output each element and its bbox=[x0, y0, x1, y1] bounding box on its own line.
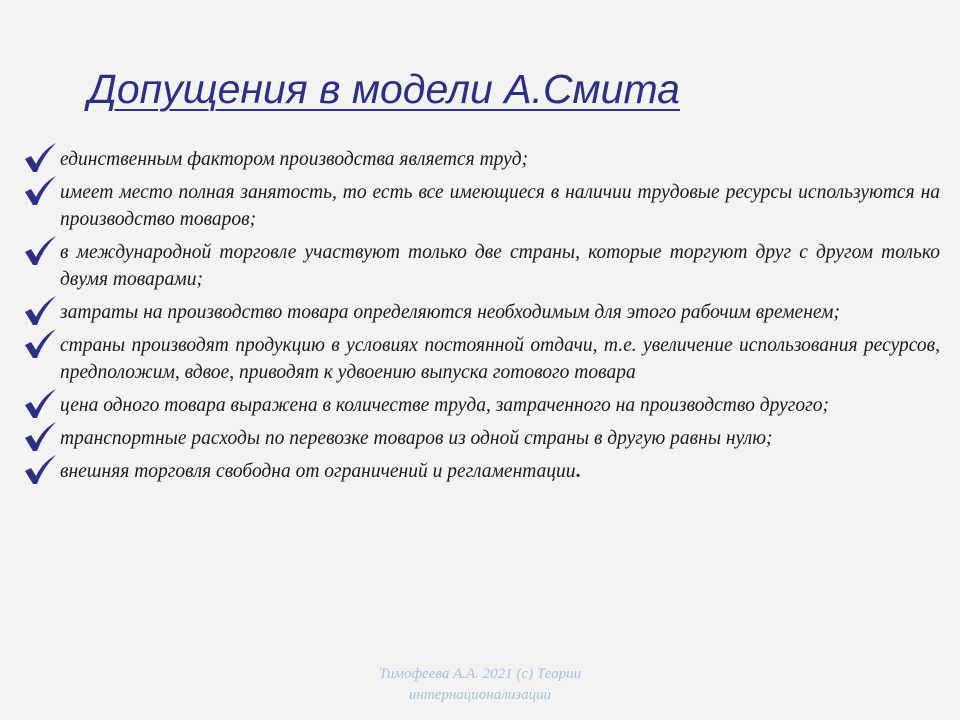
checkmark-icon bbox=[22, 175, 58, 207]
list-item bbox=[24, 299, 940, 326]
footer-credit bbox=[330, 664, 630, 706]
list-item-text: в международной торговле участвуют только две страны, которые торгуют друг с другом только двумя товарами; bbox=[60, 242, 940, 290]
checkmark-icon bbox=[22, 328, 58, 360]
list-item-last-text: внешняя торговля свободна от ограничений и регламентации bbox=[60, 461, 576, 482]
list-item-period: . bbox=[575, 461, 581, 482]
list-item bbox=[24, 146, 940, 173]
checkmark-icon bbox=[22, 421, 58, 453]
list-item-text: страны производят продукцию в условиях постоянной отдачи, т.е. увеличение использования ресурсов, предположим, вдвое, приводят к удвоению выпуска готового товара bbox=[60, 335, 940, 383]
assumptions-list bbox=[24, 146, 940, 491]
list-item-text: единственным фактором производства является труд; bbox=[60, 149, 529, 170]
list-item-text: затраты на производство товара определяются необходимым для этого рабочим временем; bbox=[60, 302, 840, 323]
list-item-text bbox=[42, 458, 940, 485]
list-item bbox=[24, 332, 940, 386]
checkmark-icon bbox=[22, 235, 58, 267]
list-item-text: транспортные расходы по перевозке товаров из одной страны в другую равны нулю; bbox=[60, 428, 773, 449]
list-item bbox=[24, 425, 940, 452]
checkmark-icon bbox=[22, 295, 58, 327]
checkmark-icon bbox=[22, 142, 58, 174]
list-item bbox=[24, 392, 940, 419]
list-item bbox=[24, 179, 940, 233]
checkmark-icon bbox=[22, 388, 58, 420]
list-item bbox=[24, 458, 940, 485]
list-item-text: имеет место полная занятость, то есть все имеющиеся в наличии трудовые ресурсы используются на производство товаров; bbox=[60, 182, 940, 230]
checkmark-icon bbox=[22, 454, 58, 486]
slide-title: Допущения в модели А.Смита bbox=[88, 66, 680, 112]
list-item-text: цена одного товара выражена в количестве труда, затраченного на производство другого; bbox=[60, 395, 829, 416]
footer-line-2: интернационализации bbox=[408, 687, 552, 703]
footer-line-1: Тимофеева А.А. 2021 (с) Теории bbox=[378, 666, 582, 682]
list-item bbox=[24, 239, 940, 293]
